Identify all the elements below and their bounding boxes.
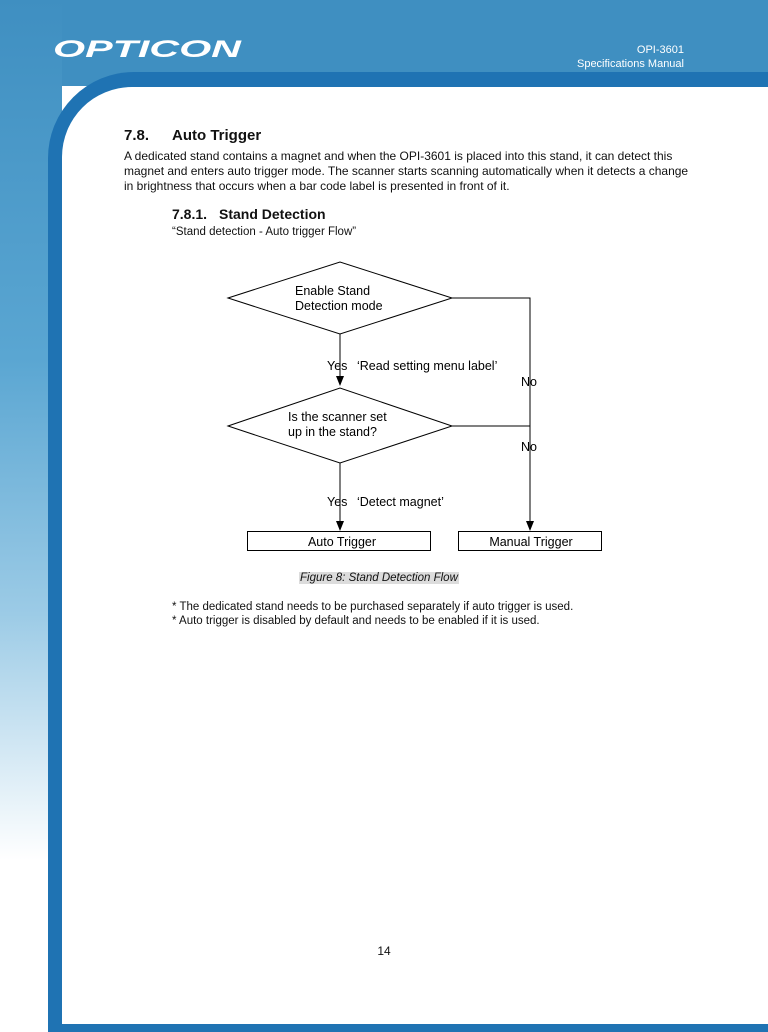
yes2-label: Yes bbox=[327, 495, 348, 509]
subsection-number: 7.8.1. bbox=[172, 206, 208, 222]
logo-text: OPTICON bbox=[53, 36, 243, 62]
page-number: 14 bbox=[377, 944, 391, 958]
yes1-label: Yes bbox=[327, 359, 348, 373]
manual-title: Specifications Manual bbox=[576, 58, 684, 70]
decision-enable-stand bbox=[228, 262, 452, 334]
decision1-line2: Detection mode bbox=[295, 299, 383, 313]
yes2-note: ‘Detect magnet’ bbox=[357, 495, 444, 509]
decision2-line1: Is the scanner set bbox=[288, 410, 387, 424]
no1-label: No bbox=[521, 375, 537, 389]
section-number: 7.8. bbox=[124, 127, 150, 144]
product-code: OPI-3601 bbox=[636, 44, 684, 56]
note-item: * Auto trigger is disabled by default and needs to be enabled if it is used. bbox=[172, 615, 540, 627]
notes bbox=[172, 600, 573, 628]
connector-no1 bbox=[452, 298, 530, 530]
subsection-quote: “Stand detection - Auto trigger Flow” bbox=[172, 226, 357, 238]
figure-caption: Figure 8: Stand Detection Flow bbox=[300, 572, 458, 584]
box-auto-trigger-label: Auto Trigger bbox=[307, 535, 377, 549]
box-manual-trigger-label: Manual Trigger bbox=[489, 535, 573, 549]
decision2-line2: up in the stand? bbox=[288, 425, 377, 439]
section-paragraph: A dedicated stand contains a magnet and when the OPI-3601 is placed into this stand, it can detect this magnet and enters auto trigger mode. The scanner starts scanning automatically when it detects a change in brightness that occurs when a bar code label is presented in front of it. bbox=[124, 149, 689, 193]
no2-label: No bbox=[521, 440, 537, 454]
note-item: * The dedicated stand needs to be purchased separately if auto trigger is used. bbox=[172, 601, 574, 613]
section-title: Auto Trigger bbox=[172, 127, 262, 144]
subsection-title: Stand Detection bbox=[219, 206, 326, 222]
yes1-note: ‘Read setting menu label’ bbox=[357, 359, 498, 373]
decision1-line1: Enable Stand bbox=[295, 284, 371, 298]
